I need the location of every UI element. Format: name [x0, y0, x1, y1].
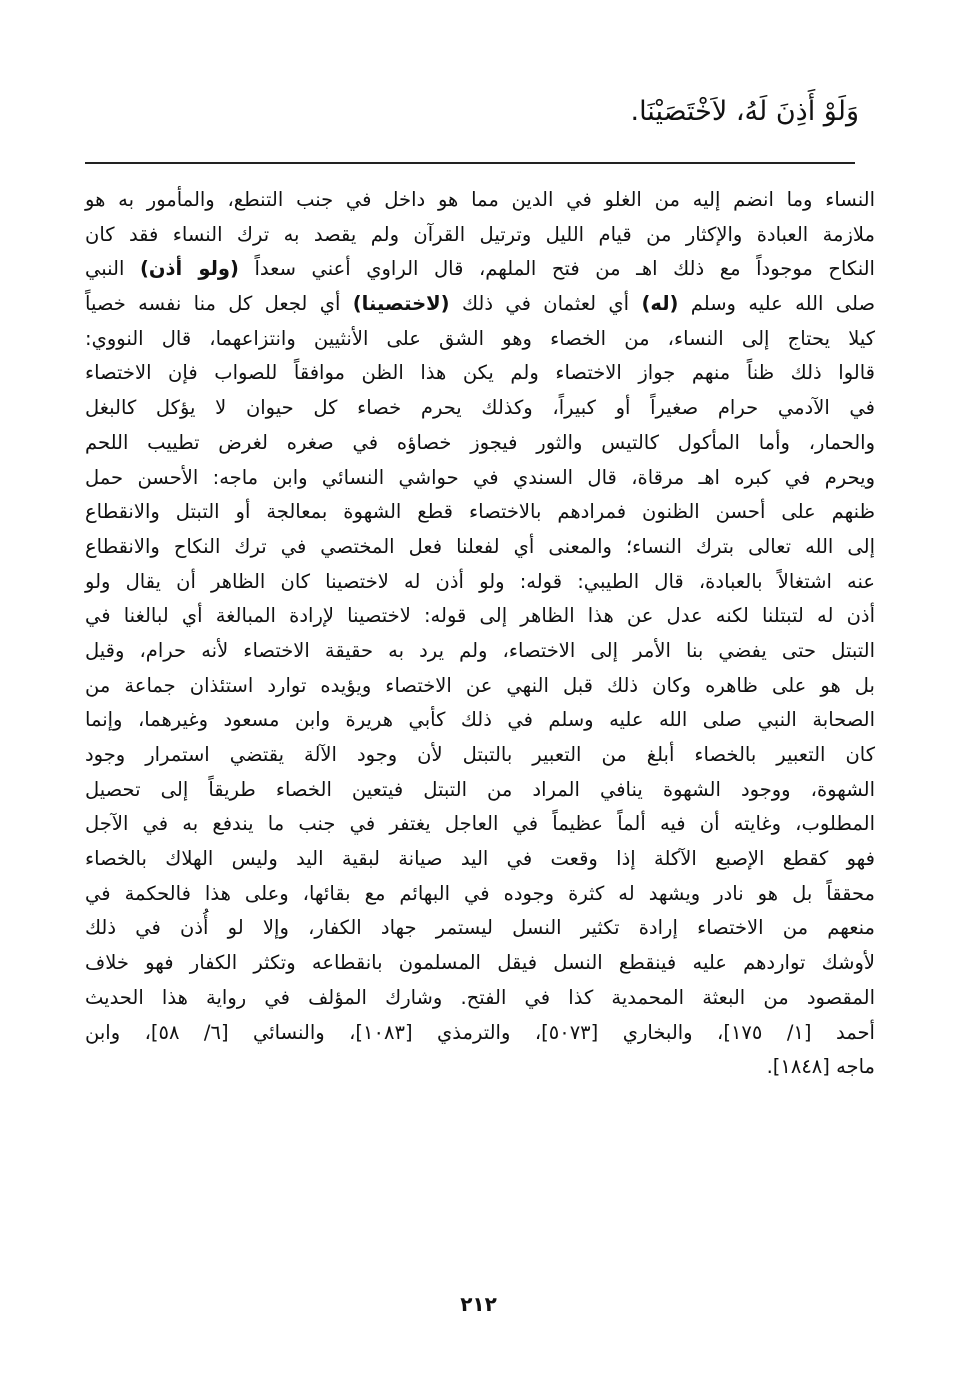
text-segment: قالوا ذلك ظناً منهم جواز الاختصاء ولم يكن هذا الظن موافقاً للصواب فإن الاختصاء	[85, 361, 875, 385]
commentary-line	[85, 426, 875, 461]
text-segment: عنه اشتغالاً بالعبادة، قال الطيبي: قوله: ولو أذن له لاختصينا كان الظاهر أن يقال ولو	[85, 569, 875, 593]
commentary-line	[85, 183, 875, 218]
text-segment: فهو كقطع الإصبع الآكلة إذا وقعت في اليد صيانة لبقية اليد وليس الهلاك بالخصاء	[85, 847, 875, 871]
text-segment: النكاح موجوداً مع ذلك اهـ من فتح الملهم، قال الراوي أعني سعداً	[238, 257, 875, 281]
text-segment: صلى الله عليه وسلم	[678, 292, 876, 316]
text-segment: لأوشك تواردهم عليه فينقطع النسل فيقل المسلمون بانقطاعه وتكثر الكفار فهو خلاف	[85, 951, 875, 975]
text-segment: في الآدمي حرام صغيراً أو كبيراً، وكذلك يحرم خصاء كل حيوان لا يؤكل كالبغل	[85, 396, 875, 420]
text-segment: محققاً بل هو نادر ويشهد له كثرة وجوده في البهائم مع بقائها، وعلى هذا فالحكمة في	[85, 881, 875, 905]
commentary-line	[85, 807, 875, 842]
text-segment: المقصود من البعثة المحمدية كذا في الفتح. وشارك المؤلف في رواية هذا الحديث	[85, 985, 875, 1009]
text-segment: أي لجعل كل منا نفسه خصياً	[85, 292, 353, 316]
commentary-line	[85, 356, 875, 391]
commentary-line	[85, 287, 875, 322]
commentary-line	[85, 842, 875, 877]
text-segment: التبتل حتى يفضي بنا الأمر إلى الاختصاء، ولم يرد به حقيقة الاختصاء لأنه حرام، وقيل	[85, 638, 875, 662]
commentary-line	[85, 322, 875, 357]
commentary-line	[85, 599, 875, 634]
commentary-line	[85, 773, 875, 808]
bold-quote: (له)	[641, 292, 679, 316]
commentary-line	[85, 530, 875, 565]
commentary-line	[85, 634, 875, 669]
bold-quote: (ولو أذن)	[139, 257, 239, 281]
text-segment: النساء وما انضم إليه من الغلو في الدين مما هو داخل في جنب التنطع، والمأمور به هو	[85, 188, 875, 211]
commentary-line	[85, 1016, 875, 1051]
text-segment: النبي	[85, 257, 140, 281]
commentary-line	[85, 495, 875, 530]
text-segment: الشهوة، ووجود الشهوة ينافي المراد من التبتل فيتعين الخصاء طريقاً إلى تحصيل	[85, 777, 875, 801]
commentary-line	[85, 703, 875, 738]
commentary-line	[85, 911, 875, 946]
commentary-line	[85, 877, 875, 912]
text-segment: الصحابة النبي صلى الله عليه وسلم في ذلك كأبي هريرة وابن مسعود وغيرهما، وإنما	[85, 708, 875, 732]
text-segment: بل هو على ظاهره وكان ذلك قبل النهي عن الاختصاء ويؤيده توارد استئذان جماعة من	[85, 673, 875, 697]
text-segment: كيلا يحتاج إلى النساء، من الخصاء وهو الشق على الأنثيين وانتزاعهما، قال النووي:	[85, 326, 875, 350]
commentary-line	[85, 669, 875, 704]
commentary-line	[85, 252, 875, 287]
commentary-line	[85, 218, 875, 253]
hadith-text: وَلَوْ أَذِنَ لَهُ، لاَخْتَصَيْنَا.	[630, 96, 859, 127]
text-segment: كان التعبير بالخصاء أبلغ من التعبير بالتبتل لأن وجود الآلة يقتضي استمرار وجود	[85, 743, 875, 766]
text-segment: ماجه [١٨٤٨].	[766, 1055, 875, 1079]
text-segment: إلى الله تعالى بترك النساء؛ والمعنى أي لفعلنا فعل المختصي في ترك النكاح والانقطاع	[85, 534, 875, 558]
text-segment: ظنهم على أحسن الظنون فمرادهم بالاختصاء قطع الشهوة بمعالجة أو التبتل والانقطاع	[85, 500, 875, 524]
text-segment: أذن له لتبتلنا لكنه عدل عن هذا الظاهر إلى قوله: لاختصينا لإرادة المبالغة أي لبالغنا في	[85, 604, 875, 628]
text-segment: أي لعثمان في ذلك	[449, 292, 642, 316]
text-segment: منعهم من الاختصاء إرادة تكثير النسل ليستمر جهاد الكفار، وإلا لو أُذن في ذلك	[85, 916, 875, 940]
commentary-line	[85, 981, 875, 1016]
text-segment: أحمد [١/ ١٧٥]، والبخاري [٥٠٧٣]، والترمذي [١٠٨٣]، والنسائي [٦/ ٥٨]، وابن	[85, 1020, 875, 1044]
bold-quote: (لاختصينا)	[352, 292, 450, 316]
commentary-line	[85, 946, 875, 981]
commentary-line	[85, 461, 875, 496]
footnote-commentary	[85, 183, 875, 1085]
commentary-line	[85, 1050, 875, 1085]
text-segment: والحمار، وأما المأكول كالتيس والثور فيجوز خصاؤه في صغره لغرض تطييب اللحم	[85, 430, 875, 454]
footnote-divider	[85, 162, 855, 164]
text-segment: ويحرم في كبره اهـ مرقاة، قال السندي في حواشي النسائي وابن ماجه: الأحسن حمل	[85, 465, 875, 489]
commentary-line	[85, 565, 875, 600]
page-number: ٢١٢	[460, 1292, 497, 1316]
text-segment: ملازمة العبادة والإكثار من قيام الليل وترتيل القرآن ولم يقصد به ترك النساء فقد كان	[85, 222, 875, 246]
commentary-line	[85, 738, 875, 773]
commentary-line	[85, 391, 875, 426]
text-segment: المطلوب، وغايته أن فيه ألماً عظيماً في العاجل يغتفر في جنب ما يندفع به في الآجل	[85, 812, 875, 836]
